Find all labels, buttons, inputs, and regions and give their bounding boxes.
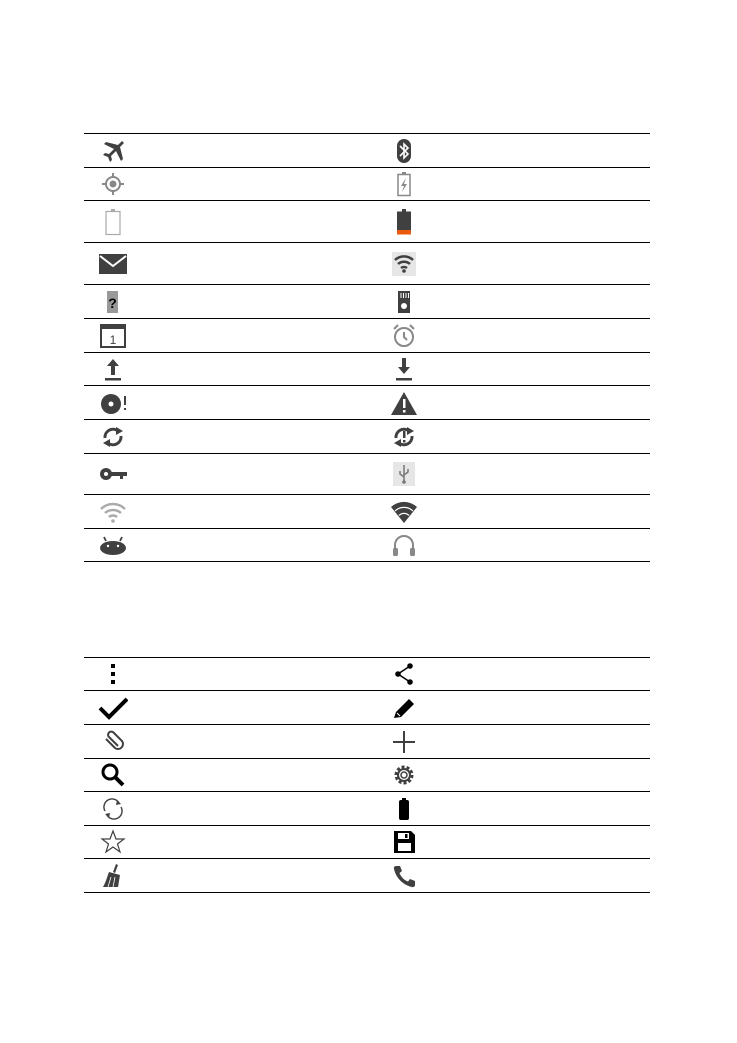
battery-empty-icon [98, 208, 128, 236]
bluetooth-icon [389, 137, 419, 165]
add-plus-icon [389, 728, 419, 756]
upload-icon [98, 355, 128, 383]
edit-pencil-icon [389, 694, 419, 722]
menu-overflow-icon [98, 660, 128, 688]
checkmark-icon [98, 694, 128, 722]
table-cell [84, 353, 367, 386]
sync-icon [98, 423, 128, 451]
download-icon [389, 355, 419, 383]
table-cell [367, 201, 650, 243]
table-cell [367, 285, 650, 319]
table-cell [84, 243, 367, 285]
favorite-star-icon [98, 828, 128, 856]
table-cell [84, 420, 367, 454]
table-cell [367, 725, 650, 759]
sd-card-icon [389, 288, 419, 316]
table-cell [84, 168, 367, 201]
no-sd-card-icon [98, 288, 128, 316]
table-cell [367, 529, 650, 562]
email-icon [98, 250, 128, 278]
usb-debugging-icon [389, 460, 419, 488]
search-icon [98, 761, 128, 789]
table-cell [84, 826, 367, 859]
warning-icon [389, 389, 419, 417]
table-cell [367, 792, 650, 826]
table-cell [84, 792, 367, 826]
wifi-full-signal-icon [389, 498, 419, 526]
wifi-signal-icon [389, 250, 419, 278]
vpn-key-icon [98, 460, 128, 488]
delete-trash-icon [389, 795, 419, 823]
table-cell [367, 319, 650, 353]
attachment-paperclip-icon [98, 728, 128, 756]
table-cell [367, 826, 650, 859]
svg-text:?: ? [108, 294, 117, 311]
table-cell [367, 658, 650, 691]
table-cell [84, 529, 367, 562]
table-cell [367, 420, 650, 454]
sync-error-icon [389, 423, 419, 451]
calendar-event-icon [98, 322, 128, 350]
table-cell [367, 495, 650, 529]
table-cell [367, 759, 650, 792]
table-cell [84, 658, 367, 691]
save-floppy-icon [389, 828, 419, 856]
table-cell [367, 691, 650, 725]
phone-call-icon [389, 862, 419, 890]
table-cell [84, 454, 367, 495]
settings-gear-icon [389, 761, 419, 789]
table-cell [84, 725, 367, 759]
table-cell [367, 243, 650, 285]
table-cell [84, 201, 367, 243]
table-cell [84, 386, 367, 420]
alarm-clock-icon [389, 322, 419, 350]
table-cell [367, 353, 650, 386]
status-icons-table [84, 133, 650, 562]
table-cell [84, 859, 367, 893]
svg-text:1: 1 [109, 332, 117, 347]
action-icons-table [84, 657, 650, 893]
table-cell [84, 134, 367, 168]
refresh-icon [98, 795, 128, 823]
wifi-available-icon [98, 498, 128, 526]
table-cell [84, 285, 367, 319]
table-cell [84, 319, 367, 353]
headphones-icon [389, 531, 419, 559]
table-cell [367, 134, 650, 168]
table-cell [367, 386, 650, 420]
table-cell [367, 168, 650, 201]
table-cell [367, 454, 650, 495]
gps-location-icon [98, 170, 128, 198]
android-icon [98, 531, 128, 559]
share-icon [389, 660, 419, 688]
table-cell [367, 859, 650, 893]
table-cell [84, 759, 367, 792]
airplane-mode-icon [98, 137, 128, 165]
table-cell [84, 495, 367, 529]
battery-low-icon [389, 208, 419, 236]
table-cell [84, 691, 367, 725]
storage-full-icon [98, 389, 128, 417]
clear-broom-icon [98, 862, 128, 890]
battery-charging-icon [389, 170, 419, 198]
